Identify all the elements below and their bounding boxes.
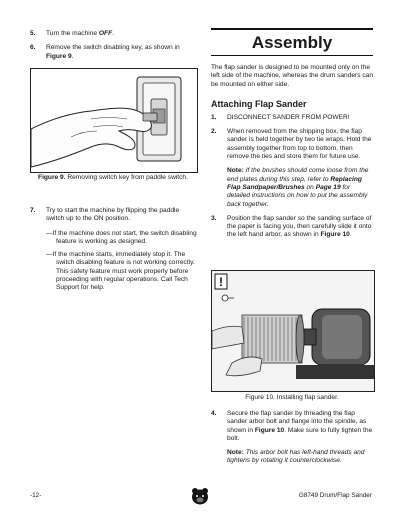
note-text-end: for detailed instructions on how to put the assembly back together. [227,183,368,208]
left-column [30,30,198,67]
caption-text: Removing switch key from paddle switch. [65,174,188,181]
step-6 [30,44,198,61]
step-emphasis: OFF [98,30,113,37]
step-text-end: . Make sure to fully tighten the bolt. [227,426,373,442]
product-name: G8749 Drum/Flap Sander [298,492,372,499]
note-brushes [211,167,373,208]
installing-flap-sander-illustration [212,271,374,391]
page-number: -12- [30,492,42,499]
figure-reference: Figure 10 [320,231,350,239]
step-4 [211,410,373,443]
step-text-end: . [112,30,114,37]
note-arbor-bolt [211,449,373,466]
step-1 [211,114,373,122]
note-label: Note: [227,449,244,457]
step-text: Try to start the machine by flipping the paddle switch up to the ON position. [46,207,180,223]
step-5 [30,30,198,38]
step-text: Turn the machine [46,30,99,37]
note-label: Note: [227,167,244,175]
figure-reference: Figure 9 [46,52,72,60]
figure-9-image [30,68,198,173]
figure-reference: Figure 10 [254,426,285,434]
right-column-lower [211,410,373,466]
note-text-mid: on [304,183,316,191]
step-text: DISCONNECT SANDER FROM POWER! [227,113,350,121]
step-3 [211,215,373,240]
step-7-outcome-2: —If the machine starts, immediately stop it. The switch disabling feature is not working correctly. This safety feature must work properly before proceeding with regular operations. Call Tech Support for help. [46,251,195,292]
subsection-heading: Attaching Flap Sander [211,98,307,109]
step-number: 3. [211,214,217,222]
step-text: When removed from the shipping box, the flap sander is held together by two tie wraps. Hold the assembly together from top to bottom, then remove the ties and store them for future use. [227,128,372,161]
svg-text:!: ! [219,275,223,289]
section-title: Assembly [251,33,333,52]
step-text: Position the flap sander so the sanding surface of the paper is facing you, then carefully slide it onto the left hand arbor, as shown in [227,214,372,239]
caption-label: Figure 9. [38,174,66,181]
step-number: 5. [30,30,36,37]
step-number: 6. [30,44,36,52]
step-text-end: . [349,231,352,239]
step-number: 7. [30,207,36,214]
intro-paragraph: The flap sander is designed to be mounted only on the left side of the machine, whereas the drum sanders can be mounted on either side. [211,64,374,88]
note-reference: Replacing Flap Sandpaper/Brushes [227,175,362,191]
grizzly-bear-logo [190,486,210,506]
note-text: This arbor bolt has left-hand threads and tightens by rotating it counterclockwise. [227,449,365,465]
step-text: Remove the switch disabling key, as shown in [46,44,180,52]
step-text: Secure the flap sander by threading the flap sander arbor bolt and flange into the spindle, as shown in [227,410,367,434]
section-title-bar [211,28,373,56]
figure-9-caption [30,174,196,182]
note-text: If the brushes should come loose from the end plates during this step, refer to [227,167,369,183]
figure-10-image [211,270,375,392]
step-7-outcome-1: —If the machine does not start, the switch disabling feature is working as designed. [46,229,197,245]
bear-icon [190,486,210,506]
hand-removing-switch-key-illustration [31,69,197,172]
right-column [211,28,373,246]
step-number: 4. [211,410,217,417]
step-number: 1. [211,113,217,121]
left-column-lower [30,207,198,298]
step-text-end: . [71,52,74,60]
step-7 [30,207,198,224]
note-page-reference: Page 19 [315,183,341,191]
step-2 [211,128,373,161]
step-number: 2. [211,128,217,136]
figure-10-caption: Figure 10. Installing flap sander. [245,394,339,401]
